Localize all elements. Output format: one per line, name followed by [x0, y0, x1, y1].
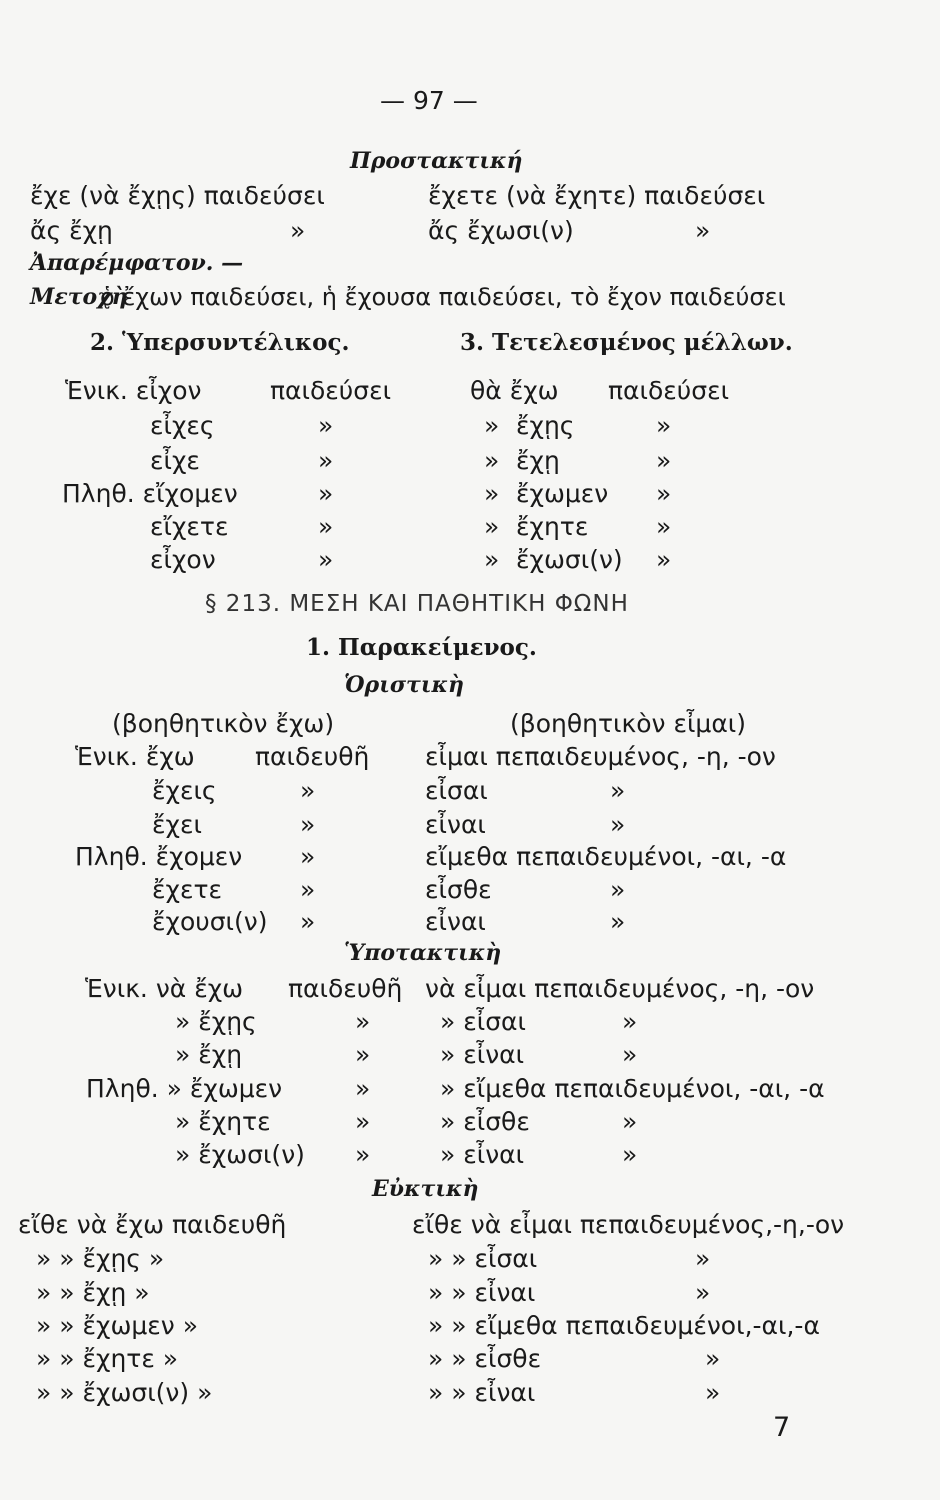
ditto-mark: »: [355, 1107, 371, 1136]
ditto-mark: »: [610, 907, 626, 936]
ditto-mark: »: [484, 545, 500, 574]
optative-form: εἴθε νὰ ἔχω παιδευθῆ: [18, 1210, 287, 1239]
ditto-mark: »: [300, 842, 316, 871]
participle-label: Μετοχὴ: [30, 284, 128, 310]
ditto-mark: »: [300, 907, 316, 936]
future-perfect-form: ἔχῃ: [516, 446, 560, 475]
subjunctive-form: » εἴμεθα πεπαιδευμένοι, -αι, -α: [440, 1074, 825, 1103]
indicative-form: ἔχετε: [152, 875, 223, 904]
imperative-line: ἄς ἔχῃ: [30, 216, 113, 245]
subjunctive-form: Πληθ. » ἔχωμεν: [86, 1074, 283, 1103]
page-number: — 97 —: [380, 86, 478, 115]
subjunctive-form: » ἔχωσι(ν): [175, 1140, 305, 1169]
perfect-heading: 1. Παρακείμενος.: [306, 634, 537, 661]
optative-form: » » ἔχῃς »: [36, 1244, 165, 1273]
ditto-mark: »: [695, 216, 711, 245]
subjunctive-form: » εἶσαι: [440, 1007, 526, 1036]
subjunctive-form: » ἔχῃ: [175, 1040, 243, 1069]
optative-form: » » ἔχωμεν »: [36, 1311, 198, 1340]
ditto-mark: »: [355, 1074, 371, 1103]
auxiliary-label: (βοηθητικὸν εἶμαι): [510, 709, 747, 738]
indicative-form: εἶσθε: [425, 875, 492, 904]
ditto-mark: »: [300, 810, 316, 839]
subjunctive-form: » ἔχητε: [175, 1107, 271, 1136]
imperative-line: ἄς ἔχωσι(ν): [428, 216, 574, 245]
indicative-form: εἶμαι πεπαιδευμένος, -η, -ον: [425, 742, 776, 771]
optative-form: » » εἴμεθα πεπαιδευμένοι,-αι,-α: [428, 1311, 820, 1340]
ditto-mark: »: [300, 875, 316, 904]
optative-form: » » εἶναι: [428, 1278, 536, 1307]
ditto-mark: »: [622, 1107, 638, 1136]
pluperfect-form: Ἑνικ. εἶχον: [65, 376, 202, 405]
indicative-form: ἔχει: [152, 810, 202, 839]
subjunctive-form: νὰ εἶμαι πεπαιδευμένος, -η, -ον: [425, 974, 815, 1003]
optative-form: εἴθε νὰ εἶμαι πεπαιδευμένος,-η,-ον: [412, 1210, 845, 1239]
indicative-form: ἔχεις: [152, 776, 217, 805]
pluperfect-form: εἶχε: [150, 446, 200, 475]
ditto-mark: »: [610, 776, 626, 805]
future-perfect-aux: παιδεύσει: [608, 376, 730, 405]
ditto-mark: »: [656, 512, 672, 541]
ditto-mark: »: [484, 479, 500, 508]
future-perfect-form: ἔχητε: [516, 512, 589, 541]
optative-heading: Εὐκτικὴ: [372, 1176, 479, 1202]
ditto-mark: »: [318, 446, 334, 475]
ditto-mark: »: [318, 512, 334, 541]
imperative-line: ἔχετε (νὰ ἔχητε) παιδεύσει: [428, 181, 766, 210]
ditto-mark: »: [622, 1140, 638, 1169]
optative-form: » » ἔχητε »: [36, 1344, 179, 1373]
indicative-form: εἶναι: [425, 907, 486, 936]
indicative-aux: παιδευθῆ: [255, 742, 370, 771]
subjunctive-form: Ἑνικ. νὰ ἔχω: [85, 974, 244, 1003]
future-perfect-form: θὰ ἔχω: [470, 376, 559, 405]
ditto-mark: »: [695, 1278, 711, 1307]
pluperfect-form: εἴχετε: [150, 512, 229, 541]
ditto-mark: »: [695, 1244, 711, 1273]
optative-form: » » εἶσαι: [428, 1244, 538, 1273]
indicative-heading: Ὁριστικὴ: [344, 672, 464, 698]
ditto-mark: »: [656, 479, 672, 508]
pluperfect-form: εἶχες: [150, 411, 215, 440]
ditto-mark: »: [318, 545, 334, 574]
ditto-mark: »: [622, 1007, 638, 1036]
ditto-mark: »: [484, 411, 500, 440]
optative-form: » » εἶναι: [428, 1378, 536, 1407]
optative-form: » » ἔχωσι(ν) »: [36, 1378, 213, 1407]
imperative-line: ἔχε (νὰ ἔχῃς) παιδεύσει: [30, 181, 325, 210]
subjunctive-form: » ἔχῃς: [175, 1007, 257, 1036]
participle-text: ὁ ἔχων παιδεύσει, ἡ ἔχουσα παιδεύσει, τὸ ἔχον παιδεύσει: [100, 283, 786, 311]
section-heading: § 213. ΜΕΣΗ ΚΑΙ ΠΑΘΗΤΙΚΗ ΦΩΝΗ: [205, 591, 629, 617]
indicative-form: Πληθ. ἔχομεν: [75, 842, 243, 871]
ditto-mark: »: [705, 1344, 721, 1373]
ditto-mark: »: [656, 545, 672, 574]
ditto-mark: »: [318, 479, 334, 508]
subjunctive-form: » εἶσθε: [440, 1107, 530, 1136]
ditto-mark: »: [318, 411, 334, 440]
pluperfect-form: εἶχον: [150, 545, 216, 574]
infinitive-heading: Ἀπαρέμφατον. —: [30, 250, 244, 276]
ditto-mark: »: [300, 776, 316, 805]
subjunctive-aux: παιδευθῆ: [288, 974, 403, 1003]
ditto-mark: »: [622, 1040, 638, 1069]
ditto-mark: »: [355, 1040, 371, 1069]
indicative-form: εἴμεθα πεπαιδευμένοι, -αι, -α: [425, 842, 787, 871]
future-perfect-heading: 3. Τετελεσμένος μέλλων.: [460, 329, 793, 356]
imperative-heading: Προστακτική: [350, 148, 523, 174]
pluperfect-aux: παιδεύσει: [270, 376, 392, 405]
ditto-mark: »: [355, 1007, 371, 1036]
ditto-mark: »: [484, 512, 500, 541]
indicative-form: εἶσαι: [425, 776, 488, 805]
ditto-mark: »: [610, 810, 626, 839]
ditto-mark: »: [656, 411, 672, 440]
ditto-mark: »: [705, 1378, 721, 1407]
signature-mark: 7: [773, 1412, 791, 1443]
auxiliary-label: (βοηθητικὸν ἔχω): [112, 709, 335, 738]
subjunctive-form: » εἶναι: [440, 1040, 525, 1069]
pluperfect-form: Πληθ. εἴχομεν: [62, 479, 238, 508]
optative-form: » » εἶσθε: [428, 1344, 542, 1373]
indicative-form: Ἑνικ. ἔχω: [75, 742, 195, 771]
future-perfect-form: ἔχῃς: [516, 411, 575, 440]
indicative-form: ἔχουσι(ν): [152, 907, 268, 936]
future-perfect-form: ἔχωμεν: [516, 479, 609, 508]
ditto-mark: »: [484, 446, 500, 475]
indicative-form: εἶναι: [425, 810, 486, 839]
subjunctive-form: » εἶναι: [440, 1140, 525, 1169]
ditto-mark: »: [610, 875, 626, 904]
subjunctive-heading: Ὑποτακτικὴ: [344, 940, 502, 966]
optative-form: » » ἔχῃ »: [36, 1278, 150, 1307]
future-perfect-form: ἔχωσι(ν): [516, 545, 623, 574]
ditto-mark: »: [355, 1140, 371, 1169]
pluperfect-heading: 2. Ὑπερσυντέλικος.: [90, 329, 350, 356]
ditto-mark: »: [656, 446, 672, 475]
ditto-mark: »: [290, 216, 306, 245]
